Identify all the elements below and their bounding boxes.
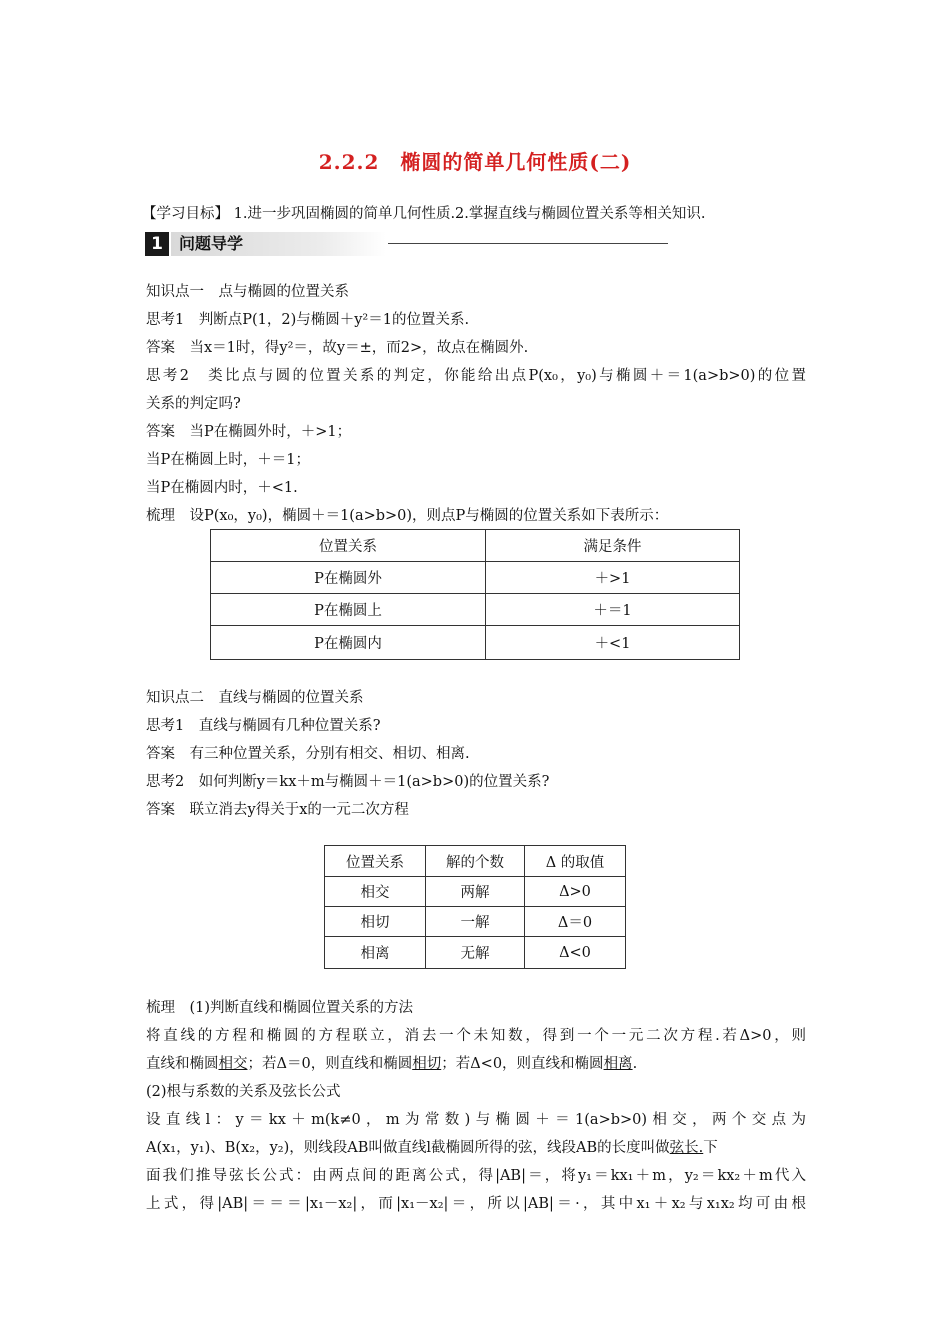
line-position-table	[324, 845, 626, 969]
summary-2-line-5: 面我们推导弦长公式：由两点间的距离公式，得|AB|＝，将y₁＝kx₁＋m，y₂＝kx₂＋m代入	[146, 1168, 806, 1184]
text-span: .	[632, 1056, 638, 1072]
table-cell: 相交	[325, 877, 426, 907]
table-header-cell: Δ 的取值	[525, 846, 626, 877]
table-header-row	[325, 846, 626, 877]
think-2-answer-line-3: 当P在椭圆内时，＋<1.	[146, 480, 298, 496]
table-cell: Δ>0	[525, 877, 626, 907]
table-header-row	[211, 530, 740, 562]
text-span: 直线和椭圆	[146, 1056, 219, 1072]
summary-2-line-1: 将直线的方程和椭圆的方程联立，消去一个未知数，得到一个一元二次方程.若Δ>0，则	[146, 1028, 806, 1044]
summary-1: 梳理 设P(x₀，y₀)，椭圆＋＝1(a>b>0)，则点P与椭圆的位置关系如下表所示：	[146, 508, 669, 524]
think-4-answer: 答案 联立消去y得关于x的一元二次方程	[146, 802, 409, 818]
underlined-term: 相交	[218, 1056, 248, 1072]
think-4-question: 思考2 如何判断y＝kx＋m与椭圆＋＝1(a>b>0)的位置关系?	[146, 774, 550, 790]
table-cell: ＋<1	[486, 626, 740, 660]
learning-goal-label: 【学习目标】	[142, 206, 229, 222]
text-span: A(x₁，y₁)、B(x₂，y₂)，则线段AB叫做直线l截椭圆所得的弦，线段AB的长度叫做	[146, 1140, 670, 1156]
summary-2-line-3: 设直线l：y＝kx＋m(k≠0，m为常数)与椭圆＋＝1(a>b>0)相交，两个交点为	[146, 1112, 806, 1128]
summary-2-line-4	[146, 1136, 718, 1157]
table-cell: P在椭圆外	[211, 562, 486, 594]
summary-2-subheading: (2)根与系数的关系及弦长公式	[146, 1084, 341, 1100]
table-row	[211, 626, 740, 660]
think-2-question-line-1: 思考2 类比点与圆的位置关系的判定，你能给出点P(x₀，y₀)与椭圆＋＝1(a>b>0)的位置	[146, 368, 806, 384]
table-header-cell: 位置关系	[211, 530, 486, 562]
page-title: 2.2.2 椭圆的简单几何性质(二)	[318, 150, 632, 174]
table-row	[211, 594, 740, 626]
underlined-term: 相离	[603, 1056, 633, 1072]
underlined-term: 相切	[412, 1056, 442, 1072]
text-span: 下	[703, 1140, 718, 1156]
think-3-answer: 答案 有三种位置关系，分别有相交、相切、相离.	[146, 746, 470, 762]
table-row	[325, 907, 626, 937]
summary-2-line-2	[146, 1052, 637, 1073]
table-row	[325, 877, 626, 907]
learning-goal-text: 1.进一步巩固椭圆的简单几何性质.2.掌握直线与椭圆位置关系等相关知识.	[233, 206, 706, 222]
think-2-question-line-2: 关系的判定吗?	[146, 396, 241, 412]
section-divider	[388, 243, 668, 244]
table-header-cell: 解的个数	[426, 846, 525, 877]
point-position-table	[210, 529, 740, 660]
think-2-answer-line-2: 当P在椭圆上时，＋＝1；	[146, 452, 310, 468]
section-banner	[145, 232, 525, 256]
table-cell: 无解	[426, 937, 525, 969]
summary-2-heading: 梳理 (1)判断直线和椭圆位置关系的方法	[146, 1000, 414, 1016]
table-cell: 两解	[426, 877, 525, 907]
knowledge-point-1-heading: 知识点一 点与椭圆的位置关系	[146, 284, 349, 300]
section-number-badge: 1	[145, 232, 169, 256]
summary-2-line-6: 上式，得|AB|＝＝＝|x₁－x₂|，而|x₁－x₂|＝，所以|AB|＝·，其中x₁＋x₂与x₁x₂均可由根	[146, 1196, 806, 1212]
table-cell: Δ＝0	[525, 907, 626, 937]
table-row	[211, 562, 740, 594]
think-3-question: 思考1 直线与椭圆有几种位置关系?	[146, 718, 381, 734]
table-cell: 相离	[325, 937, 426, 969]
knowledge-point-2-heading: 知识点二 直线与椭圆的位置关系	[146, 690, 364, 706]
table-header-cell: 位置关系	[325, 846, 426, 877]
text-span: ；若Δ<0，则直线和椭圆	[441, 1056, 604, 1072]
table-cell: 一解	[426, 907, 525, 937]
think-1-answer: 答案 当x＝1时，得y²＝，故y＝±，而2>，故点在椭圆外.	[146, 340, 529, 356]
underlined-term: 弦长.	[669, 1140, 704, 1156]
table-cell: 相切	[325, 907, 426, 937]
section-banner-title: 问题导学	[179, 234, 244, 253]
table-cell: ＋＝1	[486, 594, 740, 626]
text-span: ；若Δ＝0，则直线和椭圆	[247, 1056, 413, 1072]
think-1-question: 思考1 判断点P(1，2)与椭圆＋y²＝1的位置关系.	[146, 312, 470, 328]
table-cell: ＋>1	[486, 562, 740, 594]
learning-goal	[142, 202, 706, 223]
table-row	[325, 937, 626, 969]
table-header-cell: 满足条件	[486, 530, 740, 562]
table-cell: Δ<0	[525, 937, 626, 969]
think-2-answer-line-1: 答案 当P在椭圆外时，＋>1；	[146, 424, 352, 440]
table-cell: P在椭圆内	[211, 626, 486, 660]
table-cell: P在椭圆上	[211, 594, 486, 626]
